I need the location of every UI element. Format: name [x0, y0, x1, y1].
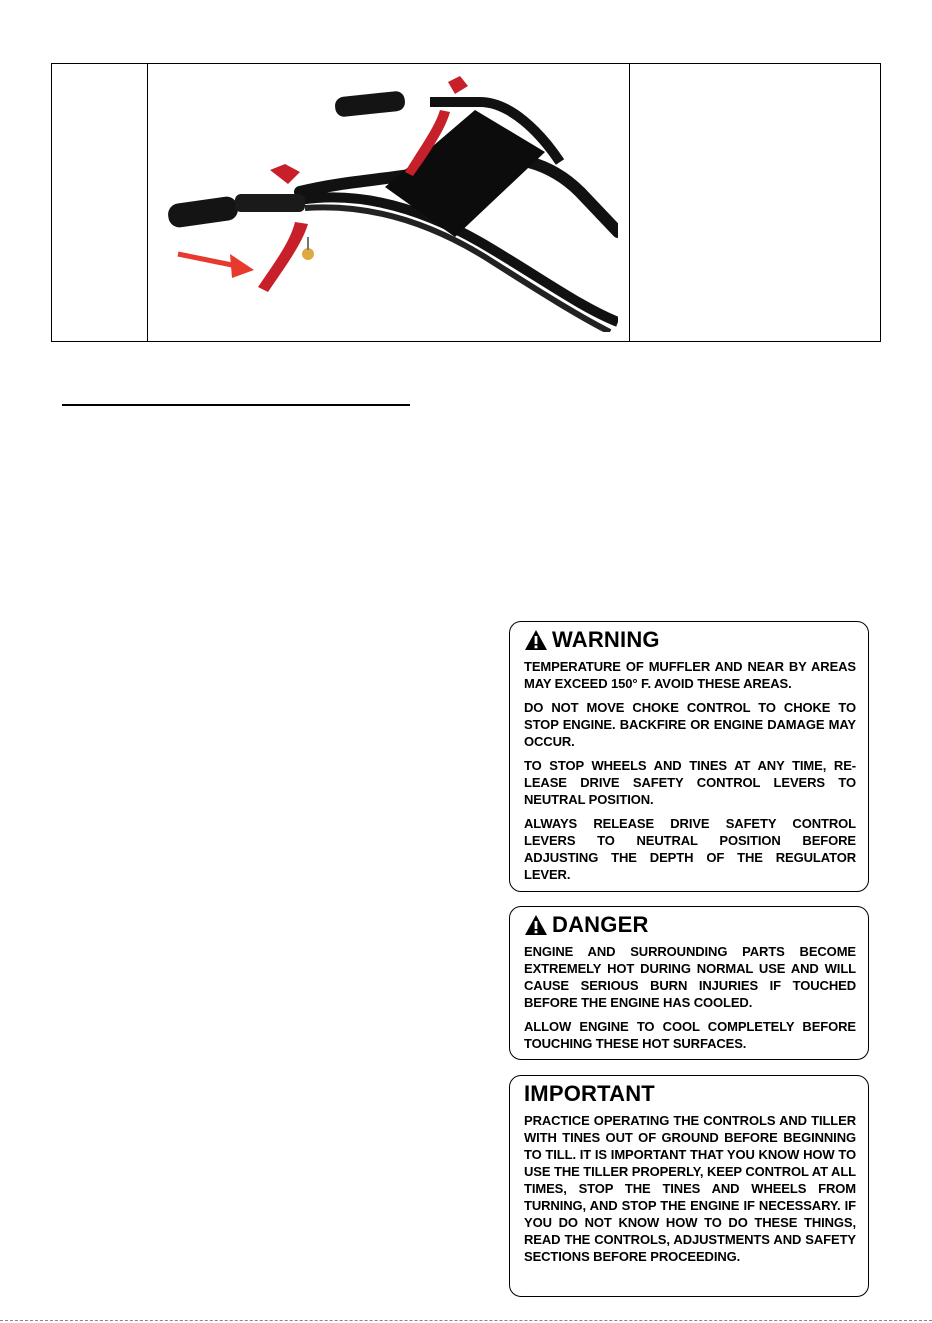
warning-paragraph: TEMPERATURE OF MUFFLER AND NEAR BY AREAS MAY EXCEED 150° F. AVOID THESE AREAS. — [524, 659, 856, 691]
table-column-divider — [629, 64, 630, 341]
warning-title — [524, 628, 856, 652]
danger-paragraph: ALLOW ENGINE TO COOL COMPLETELY BEFORE TOUCHING THESE HOT SURFACES. — [524, 1019, 856, 1051]
danger-label — [509, 906, 869, 1060]
warning-paragraph: DO NOT MOVE CHOKE CONTROL TO CHOKE TO STOP ENGINE. BACKFIRE OR ENGINE DAMAGE MAY OCCUR. — [524, 700, 856, 749]
warning-paragraph: TO STOP WHEELS AND TINES AT ANY TIME, RE-LEASE DRIVE SAFETY CONTROL LEVERS TO NEUTRAL POSITION. — [524, 758, 856, 807]
danger-paragraph: ENGINE AND SURROUNDING PARTS BECOME EXTREMELY HOT DURING NORMAL USE AND WILL CAUSE SERIOUS BURN INJURIES IF TOUCHED BEFORE THE ENGINE HAS COOLED. — [524, 944, 856, 1010]
danger-triangle-icon — [524, 914, 548, 936]
important-paragraph: PRACTICE OPERATING THE CONTROLS AND TILLER WITH TINES OUT OF GROUND BEFORE BEGINNING TO TILL. IT IS IMPORTANT THAT YOU KNOW HOW TO USE THE TILLER PROPERLY, KEEP CONTROL AT ALL TIMES, STOP THE TINES AND WHEELS FROM TURNING, AND STOP THE ENGINE IF NECESSARY. IF YOU DO NOT KNOW HOW TO DO THESE THINGS, READ THE CONTROLS, ADJUSTMENTS AND SAFETY SECTIONS BEFORE PROCEEDING. — [524, 1113, 856, 1264]
important-title-text: IMPORTANT — [524, 1081, 655, 1106]
danger-title-text: DANGER — [552, 912, 649, 937]
page-bottom-border — [0, 1320, 932, 1321]
table-column-divider — [147, 64, 148, 341]
warning-label — [509, 621, 869, 892]
warning-triangle-icon — [524, 629, 548, 651]
section-heading-underline — [62, 404, 410, 406]
important-label — [509, 1075, 869, 1297]
warning-title-text: WARNING — [552, 627, 660, 652]
red-arrow-icon — [178, 254, 254, 278]
handlebar-photo — [150, 72, 618, 332]
warning-paragraph: ALWAYS RELEASE DRIVE SAFETY CONTROL LEVERS TO NEUTRAL POSITION BEFORE ADJUSTING THE DEPTH OF THE REGULATOR LEVER. — [524, 816, 856, 882]
important-title — [524, 1082, 856, 1106]
danger-title — [524, 913, 856, 937]
